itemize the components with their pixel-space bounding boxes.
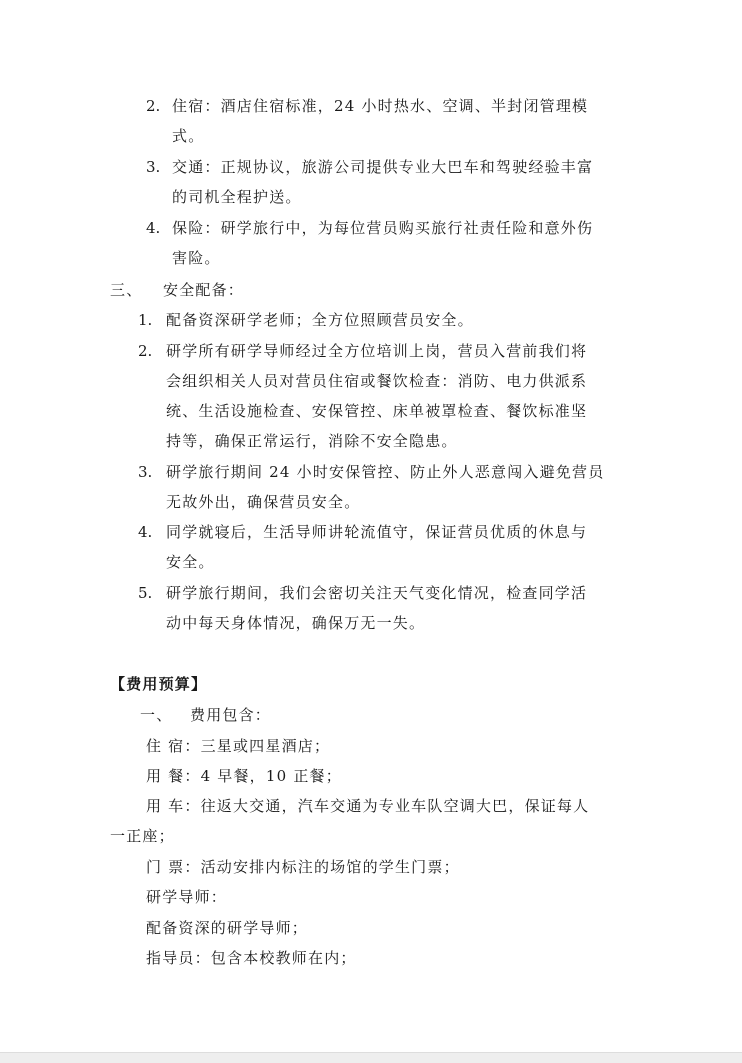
item-number: 3.: [138, 463, 153, 481]
item-number: 2.: [146, 97, 161, 115]
budget-line: 门 票：活动安排内标注的场馆的学生门票；: [146, 858, 460, 876]
item-text-line: 式。: [172, 127, 205, 145]
item-number: 4.: [138, 523, 153, 541]
item-text-line: 研学旅行期间，我们会密切关注天气变化情况，检查同学活: [166, 584, 588, 602]
budget-line: 研学导师：: [146, 888, 228, 906]
item-text-line: 研学旅行期间 24 小时安保管控、防止外人恶意闯入避免营员: [166, 463, 605, 481]
budget-line: 一正座；: [110, 827, 175, 845]
item-number: 1.: [138, 311, 153, 329]
item-text-line: 害险。: [172, 249, 221, 267]
item-text-line: 保险：研学旅行中，为每位营员购买旅行社责任险和意外伤: [172, 219, 594, 237]
budget-line: 用 车：往返大交通，汽车交通为专业车队空调大巴，保证每人: [146, 797, 590, 815]
item-text-line: 会组织相关人员对营员住宿或餐饮检查：消防、电力供派系: [166, 372, 588, 390]
item-number: 4.: [146, 219, 161, 237]
item-number: 3.: [146, 158, 161, 176]
item-text-line: 安全。: [166, 553, 215, 571]
subsection-number: 一、: [140, 706, 173, 724]
item-text-line: 的司机全程护送。: [172, 188, 302, 206]
section-title: 安全配备：: [163, 281, 245, 299]
item-text-line: 持等，确保正常运行，消除不安全隐患。: [166, 432, 458, 450]
budget-heading: 【费用预算】: [110, 675, 208, 693]
item-text-line: 统、生活设施检查、安保管控、床单被罩检查、餐饮标准坚: [166, 402, 588, 420]
budget-line: 用 餐：4 早餐，10 正餐；: [146, 767, 342, 785]
item-number: 5.: [138, 584, 153, 602]
item-text-line: 配备资深研学老师；全方位照顾营员安全。: [166, 311, 474, 329]
subsection-title: 费用包含：: [190, 706, 272, 724]
item-text-line: 交通：正规协议，旅游公司提供专业大巴车和驾驶经验丰富: [172, 158, 594, 176]
page-bottom-edge: [0, 1052, 742, 1063]
item-text-line: 同学就寝后，生活导师讲轮流值守，保证营员优质的休息与: [166, 523, 588, 541]
item-text-line: 无故外出，确保营员安全。: [166, 493, 361, 511]
item-text-line: 研学所有研学导师经过全方位培训上岗，营员入营前我们将: [166, 342, 588, 360]
item-text-line: 住宿：酒店住宿标准，24 小时热水、空调、半封闭管理模: [172, 97, 589, 115]
budget-line: 住 宿：三星或四星酒店；: [146, 737, 331, 755]
item-number: 2.: [138, 342, 153, 360]
section-number: 三、: [110, 281, 143, 299]
item-text-line: 动中每天身体情况，确保万无一失。: [166, 614, 426, 632]
budget-line: 配备资深的研学导师；: [146, 919, 309, 937]
budget-line: 指导员：包含本校教师在内；: [146, 949, 357, 967]
